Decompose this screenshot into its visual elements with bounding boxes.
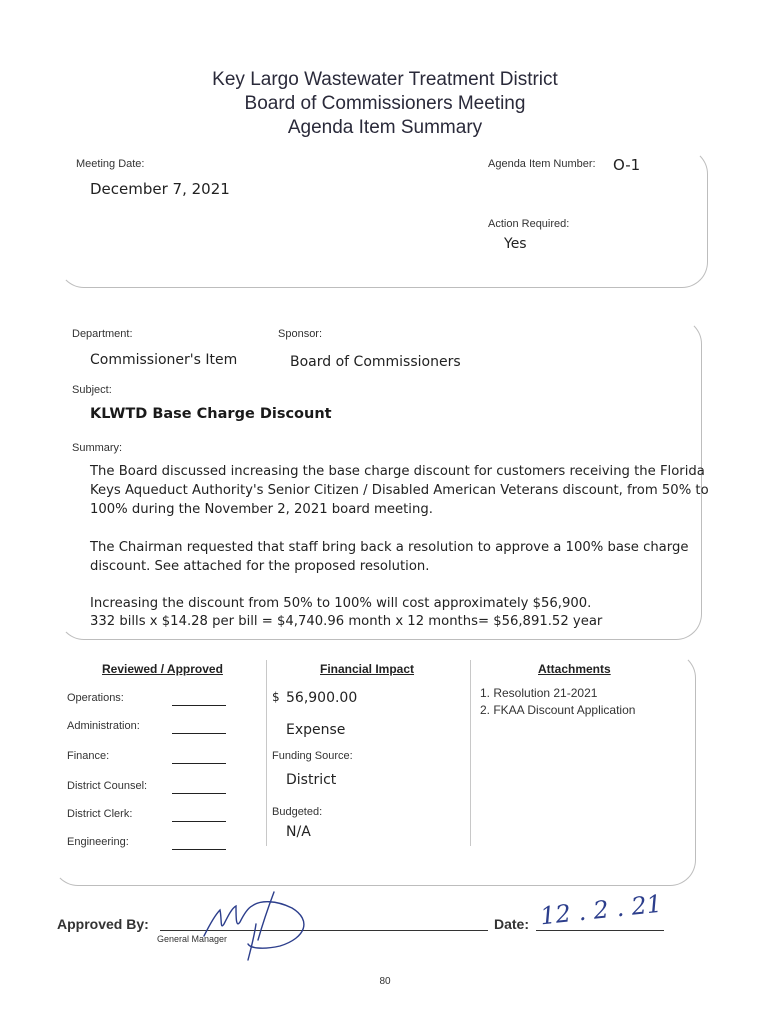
approved-by-label: Approved By: — [57, 916, 149, 932]
subject-value: KLWTD Base Charge Discount — [90, 406, 332, 422]
title-summary: Agenda Item Summary — [287, 117, 483, 138]
summary-calculation-line: 332 bills x $14.28 per bill = $4,740.96 month x 12 months= $56,891.52 year — [90, 614, 603, 629]
signoff-line-administration — [172, 720, 226, 734]
agenda-item-number-label: Agenda Item Number: — [488, 158, 596, 170]
date-label: Date: — [494, 916, 530, 932]
reviewer-engineering: Engineering: — [67, 836, 129, 848]
signoff-line-finance — [172, 750, 226, 764]
reviewer-district-counsel: District Counsel: — [67, 780, 148, 792]
attachments-header: Attachments — [538, 662, 611, 676]
funding-source-label: Funding Source: — [272, 750, 353, 762]
attachment-item-1: 1. Resolution 21-2021 — [480, 686, 598, 700]
sponsor-value: Board of Commissioners — [290, 354, 461, 370]
signoff-line-operations — [172, 692, 226, 706]
expense-label: Expense — [286, 722, 346, 738]
summary-paragraph-1: The Board discussed increasing the base charge discount for customers receiving the Florida Keys Aqueduct Authority's Senior Citizen / Disabled American Veterans discount, from 50% to 100% during the November 2, 2021 board meeting. — [90, 464, 709, 517]
review-box — [52, 652, 696, 886]
general-manager-label: General Manager — [157, 934, 228, 944]
handwritten-date: 12 . 2 . 21 — [538, 889, 664, 931]
title-meeting: Board of Commissioners Meeting — [244, 93, 526, 114]
date-line — [536, 930, 664, 931]
page-number: 80 — [379, 976, 391, 987]
signoff-line-district-clerk — [172, 808, 226, 822]
attachment-item-2: 2. FKAA Discount Application — [480, 703, 636, 717]
agenda-item-number-value: O-1 — [613, 156, 641, 174]
signoff-line-district-counsel — [172, 780, 226, 794]
amount-value: 56,900.00 — [286, 690, 358, 706]
summary-label: Summary: — [72, 442, 123, 454]
reviewer-operations: Operations: — [67, 692, 124, 704]
department-label: Department: — [72, 328, 133, 340]
signoff-line-engineering — [172, 836, 226, 850]
reviewed-approved-header: Reviewed / Approved — [102, 662, 223, 676]
reviewer-finance: Finance: — [67, 750, 110, 762]
general-manager-signature — [196, 886, 326, 964]
funding-source-value: District — [286, 772, 337, 788]
amount-symbol: $ — [272, 690, 280, 704]
reviewer-administration: Administration: — [67, 720, 140, 732]
department-value: Commissioner's Item — [90, 352, 238, 368]
action-required-label: Action Required: — [488, 218, 570, 230]
reviewer-district-clerk: District Clerk: — [67, 808, 133, 820]
title-district: Key Largo Wastewater Treatment District — [212, 69, 558, 90]
budgeted-label: Budgeted: — [272, 806, 323, 818]
summary-paragraph-2: The Chairman requested that staff bring back a resolution to approve a 100% base charge discount. See attached for the proposed resolution. — [90, 540, 689, 574]
budgeted-value: N/A — [286, 824, 311, 840]
financial-impact-header: Financial Impact — [320, 662, 415, 676]
meeting-date-label: Meeting Date: — [76, 158, 145, 170]
column-divider-1 — [266, 660, 267, 846]
subject-label: Subject: — [72, 384, 112, 396]
meeting-date-value: December 7, 2021 — [90, 180, 230, 198]
sponsor-label: Sponsor: — [278, 328, 323, 340]
action-required-value: Yes — [504, 236, 527, 252]
column-divider-2 — [470, 660, 471, 846]
summary-cost-line: Increasing the discount from 50% to 100% will cost approximately $56,900. — [90, 596, 592, 611]
meeting-info-box — [58, 148, 708, 288]
